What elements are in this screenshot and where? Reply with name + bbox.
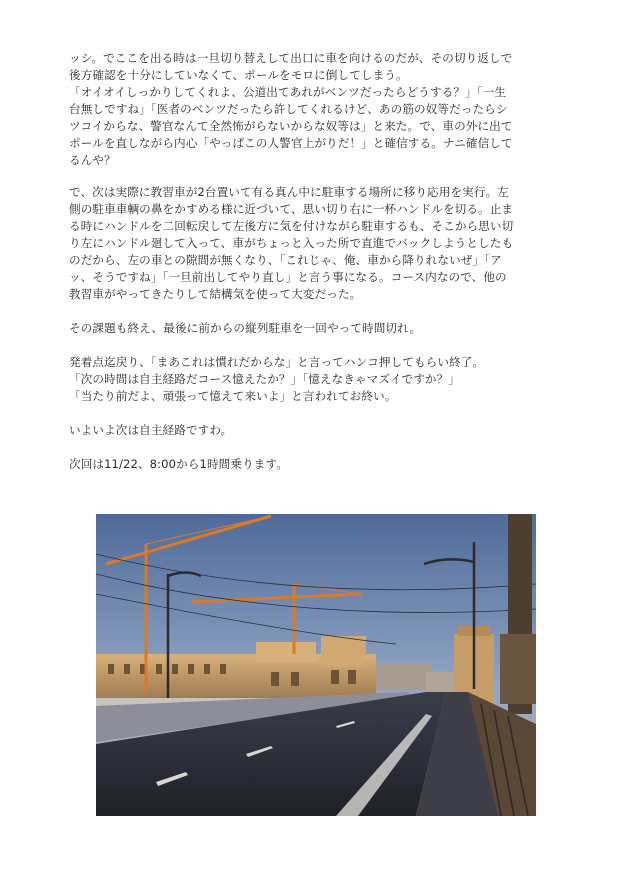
paragraph-2 (69, 184, 554, 303)
paragraph-6 (69, 456, 554, 473)
paragraph-5 (69, 422, 554, 439)
text-line: のだから、左の車との隙間が無くなり、「これじゃ、俺、車から降りれないぜ」「ア (69, 253, 502, 267)
text-line: ツコイからな、警官なんて全然怖がらないからな奴等は」と来た。で、車の外に出て (69, 119, 513, 133)
bridge-photo (96, 514, 536, 816)
paragraph-4 (69, 354, 554, 405)
text-line: ッ、そうですね」「一旦前出してやり直し」と言う事になる。コース内なので、他の (69, 270, 507, 284)
paragraph-1 (69, 50, 554, 169)
text-line: 発着点迄戻り、「まあこれは慣れだからな」と言ってハンコ押してもらい終了。 (69, 355, 485, 369)
text-line: 「オイオイしっかりしてくれよ、公道出てあれがベンツだったらどうする？」「一生 (69, 85, 507, 99)
text-line: で、次は実際に教習車が2台置いて有る真ん中に駐車する場所に移り応用を実行。左 (69, 185, 509, 199)
text-line: る時にハンドルを二回転戻して左後方に気を付けながら駐車するも、そこから思い切 (69, 219, 514, 233)
text-line: 台無しですね」「医者のベンツだったら許してくれるけど、あの筋の奴等だったらシ (69, 102, 508, 116)
text-line: 次回は11/22、8:00から1時間乗ります。 (69, 457, 288, 471)
text-line: 「次の時間は自主経路だコース憶えたか？」「憶えなきゃマズイですか？」 (69, 372, 460, 386)
text-line: 「当たり前だよ、頑張って憶えて来いよ」と言われてお終い。 (69, 389, 397, 403)
text-line: るんや？ (69, 153, 116, 167)
text-line: その課題も終え、最後に前からの縦列駐車を一回やって時間切れ。 (69, 321, 422, 335)
text-line: 側の駐車車輌の鼻をかすめる様に近づいて、思い切り右に一杯ハンドルを切る。止ま (69, 202, 514, 216)
paragraph-3 (69, 320, 554, 337)
text-line: 教習車がやってきたりして結構気を使って大変だった。 (69, 287, 362, 301)
text-line: 後方確認を十分にしていなくて、ポールをモロに倒してしまう。 (69, 68, 408, 82)
text-line: り左にハンドル廻して入って、車がちょっと入った所で直進でバックしようとしたも (69, 236, 514, 250)
text-line: ッシ。でここを出る時は一旦切り替えして出口に車を向けるのだが、その切り返しで (69, 51, 513, 65)
text-line: ポールを直しながら内心「やっぱこの人警官上がりだ！」と確信する。ナニ確信して (69, 136, 513, 150)
text-line: いよいよ次は自主経路ですわ。 (69, 423, 233, 437)
